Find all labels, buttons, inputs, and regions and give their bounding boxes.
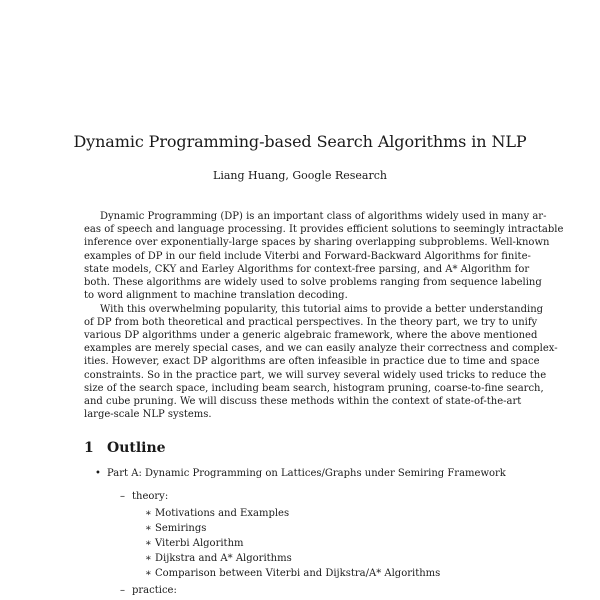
section-heading-outline (84, 439, 166, 457)
list-item (145, 567, 440, 580)
asterisk-bullet-icon: ∗ (145, 553, 152, 564)
section-title: Outline (107, 440, 166, 456)
list-item (145, 537, 244, 550)
abstract-paragraph-1 (84, 210, 564, 302)
paragraph-line: With this overwhelming popularity, this tutorial aims to provide a better understanding (100, 303, 544, 315)
theory-item-label: Viterbi Algorithm (155, 538, 244, 549)
list-item (145, 507, 289, 520)
paragraph-line: examples are merely special cases, and we can easily analyze their correctness and complex- (84, 343, 558, 355)
paragraph-line: both. These algorithms are widely used to solve problems ranging from sequence labeling (84, 277, 542, 289)
paragraph-line: large-scale NLP systems. (84, 409, 212, 421)
theory-item-label: Comparison between Viterbi and Dijkstra/A* Algorithms (155, 568, 441, 579)
paragraph-line: inference over exponentially-large spaces by sharing overlapping subproblems. Well-known (84, 237, 550, 249)
paragraph-line: eas of speech and language processing. It provides efficient solutions to seemingly intractable (84, 224, 564, 236)
theory-item-label: Dijkstra and A* Algorithms (155, 553, 292, 564)
bullet-icon: • (95, 468, 101, 479)
paragraph-line: size of the search space, including beam search, histogram pruning, coarse-to-fine search, (84, 382, 544, 394)
asterisk-bullet-icon: ∗ (145, 568, 152, 579)
paragraph-line: to word alignment to machine translation decoding. (84, 290, 348, 302)
outline-bullet-part-a (95, 467, 506, 480)
outline-sub-practice (120, 584, 177, 597)
outline-sub-theory (120, 490, 168, 503)
paragraph-line: Dynamic Programming (DP) is an important class of algorithms widely used in many ar- (100, 211, 547, 222)
paragraph-line: state models, CKY and Earley Algorithms for context-free parsing, and A* Algorithm for (84, 263, 530, 275)
asterisk-bullet-icon: ∗ (145, 538, 152, 549)
asterisk-bullet-icon: ∗ (145, 523, 152, 534)
paragraph-line: of DP from both theoretical and practical perspectives. In the theory part, we try to unify (84, 316, 538, 328)
paragraph-line: and cube pruning. We will discuss these methods within the context of state-of-the-art (84, 395, 522, 407)
practice-label: practice: (132, 585, 177, 596)
paragraph-line: examples of DP in our field include Viterbi and Forward-Backward Algorithms for finite- (84, 250, 531, 262)
paragraph-line: ities. However, exact DP algorithms are often infeasible in practice due to time and space (84, 356, 540, 368)
dash-icon: – (120, 491, 125, 502)
paper-title: Dynamic Programming-based Search Algorithms in NLP (73, 132, 527, 151)
theory-label: theory: (132, 491, 169, 502)
dash-icon: – (120, 585, 125, 596)
theory-item-label: Motivations and Examples (155, 508, 290, 519)
asterisk-bullet-icon: ∗ (145, 508, 152, 519)
author-line: Liang Huang, Google Research (213, 169, 387, 182)
list-item (145, 552, 292, 565)
part-a-label: Part A: Dynamic Programming on Lattices/Graphs under Semiring Framework (107, 468, 506, 479)
list-item (145, 522, 206, 535)
paragraph-line: constraints. So in the practice part, we will survey several widely used tricks to reduce the (84, 369, 547, 381)
theory-item-label: Semirings (155, 523, 207, 534)
abstract-paragraph-2 (84, 303, 558, 422)
paragraph-line: various DP algorithms under a generic algebraic framework, where the above mentioned (84, 329, 538, 341)
section-number: 1 (84, 440, 94, 456)
